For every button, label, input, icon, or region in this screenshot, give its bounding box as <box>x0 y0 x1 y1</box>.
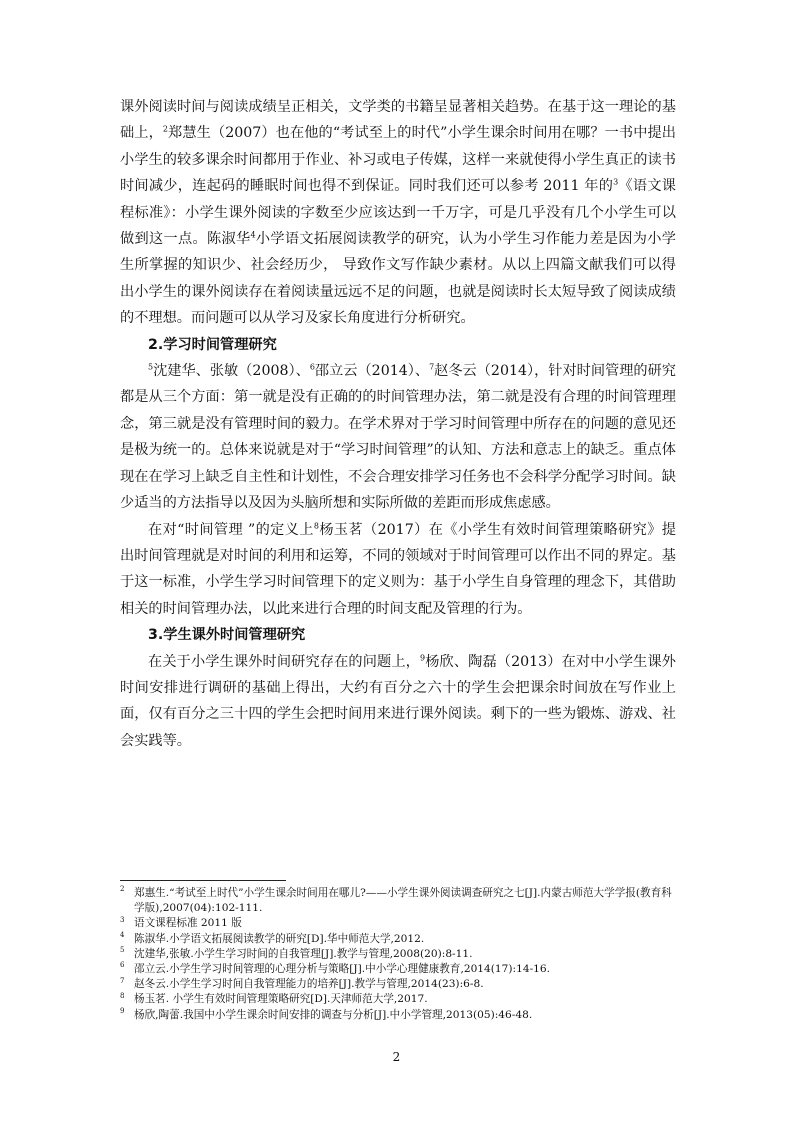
footnote-text: 杨欣,陶蕾.我国中小学生课余时间安排的调查与分析[J].中小学管理,2013(05):46-48. <box>134 1008 533 1021</box>
paragraph-reading-time: 课外阅读时间与阅读成绩呈正相关，文学类的书籍呈显著相关趋势。在基于这一理论的基础上，$^2$郑慧生（2007）也在他的“考试至上的时代”小学生课余时间用在哪？一书中提出小学生的较多课余时间都用于作业、补习或电子传媒，这样一来就使得小学生真正的读书时间减少，连起码的睡眠时间也得不到保证。同时我们还可以参考 2011 年的$^3$《语文课程标准》：小学生课外阅读的字数至少应该达到一千万字，可是几乎没有几个小学生可以做到这一点。陈淑华$^4$小学语文拓展阅读教学的研究，认为小学生习作能力差是因为小学生所掌握的知识少、社会经历少， 导致作文写作缺少素材。从以上四篇文献我们可以得出小学生的课外阅读存在着阅读量远远不足的问题，也就是阅读时长太短导致了阅读成绩的不理想。而问题可以从学习及家长角度进行分析研究。 <box>120 99 676 327</box>
footnote-ref-2[interactable]: 2 <box>162 124 168 134</box>
footnote-text: 邵立云.小学生学习时间管理的心理分析与策略[J].中小学心理健康教育,2014(17):14-16. <box>134 963 551 976</box>
paragraph-time-management: $^5$沈建华、张敏（2008）、$^6$邵立云（2014）、$^7$赵冬云（2014），针对时间管理的研究都是从三个方面：第一就是没有正确的的时间管理办法，第二就是没有合理的时间管理理念，第三就是没有管理时间的毅力。在学术界对于学习时间管理中所存在的问题的意见还是极为统一的。总体来说就是对于“学习时间管理”的认知、方法和意志上的缺乏。重点体现在在学习上缺乏自主性和计划性，不会合理安排学习任务也不会科学分配学习时间。缺少适当的方法指导以及因为头脑所想和实际所做的差距而形成焦虑感。 <box>120 362 676 512</box>
footnote-item: 9 杨欣,陶蕾.我国中小学生课余时间安排的调查与分析[J].中小学管理,2013(05):46-48. <box>120 1007 533 1021</box>
footnote-text: 语文课程标准 2011 版 <box>134 917 242 930</box>
footnote-item: 4 陈淑华.小学语文拓展阅读教学的研究[D].华中师范大学,2012. <box>120 931 425 945</box>
footnote-text: 沈建华,张敏.小学生学习时间的自我管理[J].教学与管理,2008(20):8-11. <box>134 947 473 960</box>
footnote-text: 郑惠生.“考试至上时代”小学生课余时间用在哪儿?——小学生课外阅读调查研究之七[J].内蒙古师范大学学报(教育科学版),2007(04):102-111. <box>134 887 672 915</box>
footnotes <box>120 886 680 1023</box>
paragraph-extracurricular: 在关于小学生课外时间研究存在的问题上，$^9$杨欣、陶磊（2013）在对中小学生课外时间安排进行调研的基础上得出，大约有百分之六十的学生会把课余时间放在写作业上面，仅有百分之三十四的学生会把时间用来进行课外阅读。剩下的一些为锻炼、游戏、社会实践等。 <box>120 652 676 749</box>
footnote-ref-8[interactable]: 8 <box>313 520 319 530</box>
section-heading-time-management: 2.学习时间管理研究 <box>148 336 277 353</box>
page-number: 2 <box>392 1050 401 1064</box>
paragraph-definition: 在对“时间管理 ”的定义上$^8$杨玉茗（2017）在《小学生有效时间管理策略研究》提出时间管理就是对时间的利用和运筹，不同的领域对于时间管理可以作出不同的界定。基于这一标准，小学生学习时间管理下的定义则为：基于小学生自身管理的理念下，其借助相关的时间管理办法，以此来进行合理的时间支配及管理的行为。 <box>120 520 676 617</box>
footnote-item: 6 邵立云.小学生学习时间管理的心理分析与策略[J].中小学心理健康教育,2014(17):14-16. <box>120 961 551 976</box>
footnote-item: 8 杨玉茗. 小学生有效时间管理策略研究[D].天津师范大学,2017. <box>120 991 428 1006</box>
footnote-item: 3 语文课程标准 2011 版 <box>120 915 242 930</box>
footnote-separator <box>120 880 286 881</box>
footnote-ref-3[interactable]: 3 <box>613 177 619 187</box>
footnote-text: 陈淑华.小学语文拓展阅读教学的研究[D].华中师范大学,2012. <box>134 932 425 945</box>
footnote-ref-6[interactable]: 6 <box>309 362 315 372</box>
footnote-text: 赵冬云.小学生学习时间自我管理能力的培养[J].教学与管理,2014(23):6-8. <box>134 978 484 991</box>
footnote-ref-4[interactable]: 4 <box>250 230 256 240</box>
footnote-ref-7[interactable]: 7 <box>429 362 435 372</box>
footnote-ref-9[interactable]: 9 <box>419 652 426 662</box>
section-heading-extracurricular: 3.学生课外时间管理研究 <box>148 627 306 644</box>
footnote-item: 5 沈建华,张敏.小学生学习时间的自我管理[J].教学与管理,2008(20):8-11. <box>120 946 473 960</box>
body-text <box>120 94 676 754</box>
footnote-text: 杨玉茗. 小学生有效时间管理策略研究[D].天津师范大学,2017. <box>134 993 428 1006</box>
footnote-item: 7 赵冬云.小学生学习时间自我管理能力的培养[J].教学与管理,2014(23):6-8. <box>120 976 484 991</box>
footnote-ref-5[interactable]: 5 <box>148 362 154 372</box>
footnote-item: 2 郑惠生.“考试至上时代”小学生课余时间用在哪儿?——小学生课外阅读调查研究之七[J].内蒙古师范大学学报(教育科学版),2007(04):102-111. <box>120 885 672 915</box>
